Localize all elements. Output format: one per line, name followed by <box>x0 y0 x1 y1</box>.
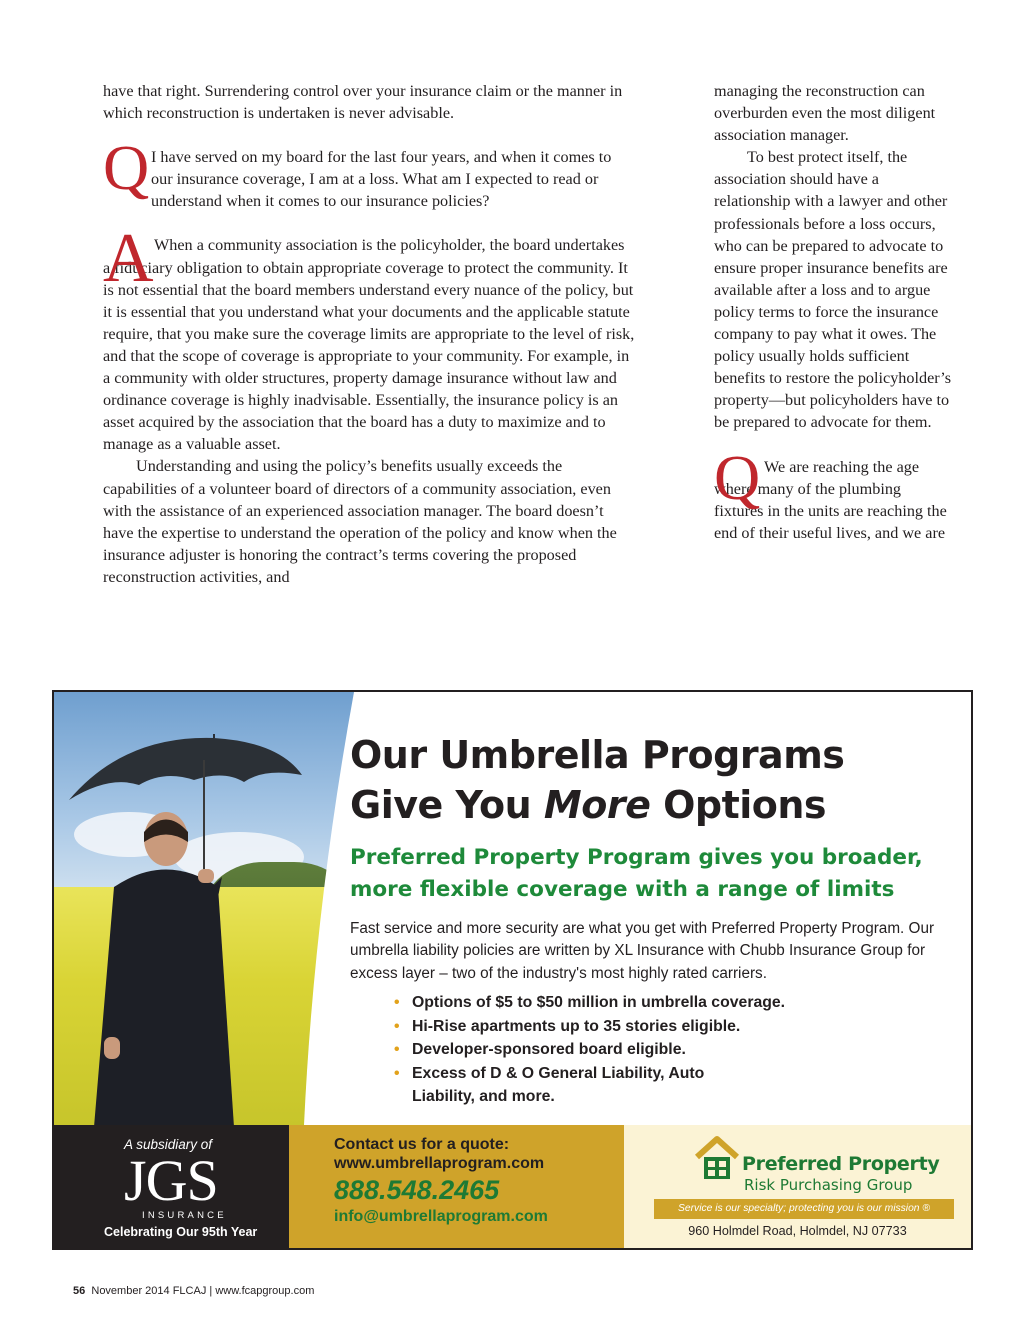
answer-block <box>103 220 635 455</box>
question-text: I have served on my board for the last four years, and when it comes to our insurance coverage, I am at a loss. What am I expected to read or understand when it comes to our insurance policies? <box>151 148 612 211</box>
question-text-body: We are reaching the age where many of the plumbing fixtures in the units are reaching the end of their useful lives, and we are <box>714 457 947 542</box>
jgs-logo: JGS <box>124 1148 218 1213</box>
answer-dropcap: A <box>103 220 154 298</box>
paragraph: To best protect itself, the association should have a relationship with a lawyer and other professionals before a loss occurs, who can be prepared to advocate to ensure proper insurance benefits are available after a loss and to argue policy terms to force the insurance company to pay what it owes. The policy usually holds sufficient benefits to restore the policyholder’s property—but policyholders have to be prepared to advocate for them. <box>714 148 952 432</box>
bullet-item <box>392 1015 785 1039</box>
issue-label: November 2014 FLCAJ <box>91 1285 207 1297</box>
page-footer <box>73 1285 314 1297</box>
footer-website-link[interactable]: www.fcapgroup.com <box>215 1285 315 1297</box>
headline-emphasis: More <box>543 783 651 827</box>
headline-line-2 <box>350 780 844 830</box>
question-block <box>103 132 635 212</box>
contact-panel <box>289 1125 624 1248</box>
ad-bullet-list <box>392 991 785 1109</box>
question-dropcap: Q <box>714 441 761 513</box>
article-left-column <box>103 80 635 588</box>
bullet-item <box>392 1062 785 1109</box>
preferred-property-name: Preferred Property <box>742 1153 940 1175</box>
answer-text-body: When a community association is the policyholder, the board undertakes a fiduciary obligation to obtain appropriate coverage to protect the community. It is not essential that the board members understand every nuance of the policy, but it is essential that you understand what your documents and the applicable statute require, that you make sure the coverage limits are appropriate to the level of risk, and that the scope of coverage is appropriate to your community. For example, in a community with older structures, property damage insurance without law and ordinance coverage is highly inadvisable. Essentially, the insurance policy is an asset acquired by the association that the board has a duty to maximize and to manage as a valuable asset. <box>103 236 635 454</box>
spacer <box>103 124 635 146</box>
umbrella-icon <box>64 730 304 810</box>
paragraph: Understanding and using the policy’s benefits usually exceeds the capabilities of a volunteer board of directors of a community association, even with the assistance of an experienced association manager. The board doesn’t have the expertise to understand the operation of the policy and know when the insurance adjuster is honoring the contract’s terms covering the proposed reconstruction activities, and <box>103 457 617 586</box>
contact-website-link[interactable]: www.umbrellaprogram.com <box>334 1155 545 1172</box>
house-logo-icon <box>694 1135 740 1181</box>
ad-subheading <box>350 842 923 906</box>
umbrella-program-advertisement <box>52 690 973 1250</box>
paragraph: managing the reconstruction can overburden even the most diligent association manager. <box>714 82 936 145</box>
headline-text: Give You <box>350 783 544 827</box>
bullet-dot-icon: • <box>394 1017 400 1035</box>
company-address: 960 Holmdel Road, Holmdel, NJ 07733 <box>688 1224 907 1238</box>
answer-text <box>103 234 635 455</box>
businessman-figure <box>94 807 254 1125</box>
jgs-insurance-panel <box>54 1125 289 1248</box>
preferred-property-panel <box>624 1125 971 1248</box>
anniversary-label: Celebrating Our 95th Year <box>104 1225 258 1239</box>
subheading-line: Preferred Property Program gives you broader, <box>350 845 923 870</box>
bullet-text: Hi-Rise apartments up to 35 stories eligible. <box>412 1017 741 1035</box>
contact-phone-number[interactable]: 888.548.2465 <box>334 1175 500 1205</box>
bullet-dot-icon: • <box>394 1041 400 1059</box>
contact-label: Contact us for a quote: <box>334 1136 510 1153</box>
ad-body-text: Fast service and more security are what you get with Preferred Property Program. Our umbrella liability policies are written by XL Insurance with Chubb Insurance Group for excess layer – two of the industry's most highly rated carriers. <box>350 920 935 982</box>
ad-headline <box>350 730 844 830</box>
contact-email-link[interactable]: info@umbrellaprogram.com <box>334 1208 548 1225</box>
paragraph: have that right. Surrendering control over your insurance claim or the manner in which reconstruction is undertaken is never advisable. <box>103 82 623 123</box>
headline-text: Options <box>650 783 827 827</box>
question-block <box>714 441 954 544</box>
bullet-text: Developer-sponsored board eligible. <box>412 1041 686 1059</box>
tagline-banner: Service is our specialty; protecting you is our mission ® <box>654 1199 954 1219</box>
question-dropcap: Q <box>103 132 150 204</box>
bullet-item <box>392 1038 785 1062</box>
bullet-dot-icon: • <box>394 1064 400 1082</box>
subsidiary-label: A subsidiary of <box>124 1137 213 1152</box>
risk-purchasing-group-label: Risk Purchasing Group <box>744 1176 913 1194</box>
headline-line-1: Our Umbrella Programs <box>350 733 845 777</box>
subheading-line: more flexible coverage with a range of limits <box>350 877 895 902</box>
bullet-item <box>392 991 785 1015</box>
page-number: 56 <box>73 1285 86 1297</box>
article-right-column <box>714 80 954 544</box>
jgs-insurance-label: INSURANCE <box>142 1210 227 1221</box>
bullet-dot-icon: • <box>394 994 400 1011</box>
bullet-text: Excess of D & O General Liability, Auto <box>412 1064 705 1082</box>
bullet-text-continued: Liability, and more. <box>412 1088 555 1106</box>
spacer <box>103 212 635 234</box>
bullet-text: Options of $5 to $50 million in umbrella coverage. <box>412 994 786 1011</box>
footer-separator: | <box>209 1285 213 1297</box>
